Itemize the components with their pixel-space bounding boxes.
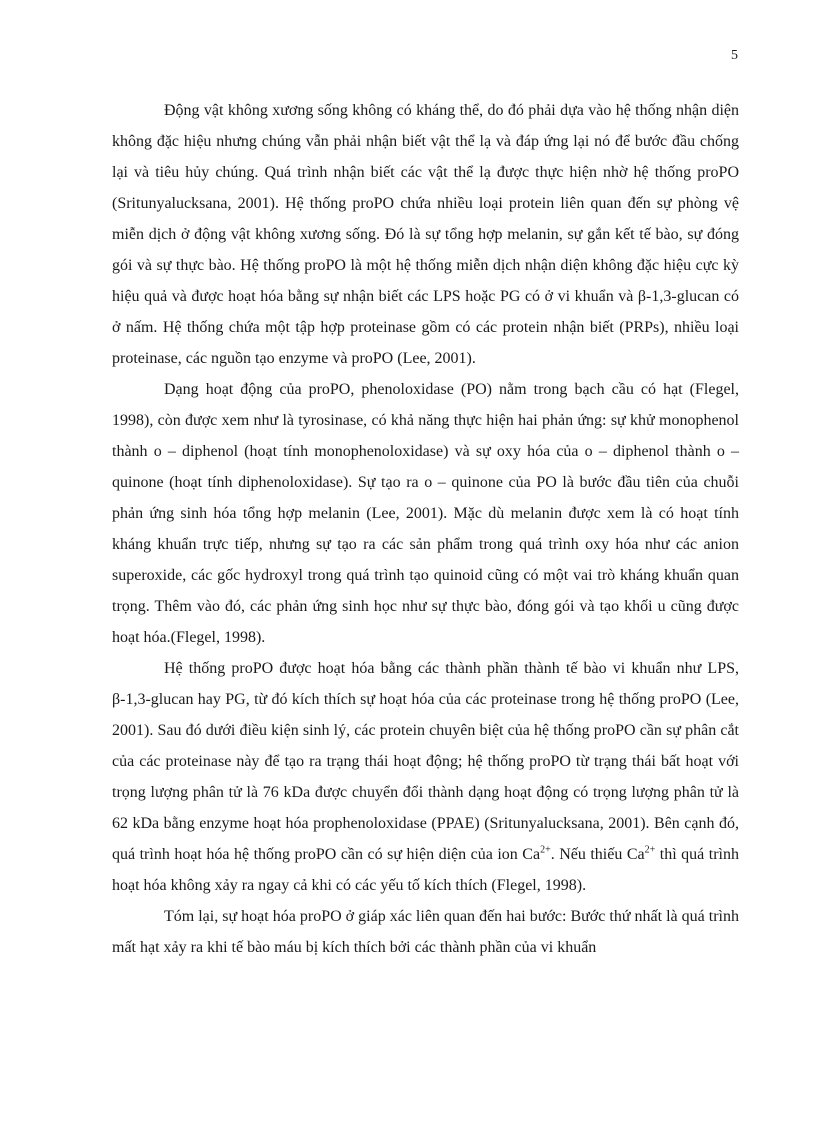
ion-charge-superscript-2: 2+ bbox=[644, 844, 656, 856]
paragraph-2: Dạng hoạt động của proPO, phenoloxidase (PO) nằm trong bạch cầu có hạt (Flegel, 1998), còn được xem như là tyrosinase, có khả năng thực hiện hai phản ứng: sự khử monophenol thành o – diphenol (hoạt tính monophenoloxidase) và sự oxy hóa của o – diphenol thành o – quinone (hoạt tính diphenoloxidase). Sự tạo ra o – quinone của PO là bước đầu tiên của chuỗi phản ứng sinh hóa tổng hợp melanin (Lee, 2001). Mặc dù melanin được xem là có hoạt tính kháng khuẩn trực tiếp, nhưng sự tạo ra các sản phẩm trong quá trình oxy hóa như các anion superoxide, các gốc hydroxyl trong quá trình tạo quinoid cũng có một vai trò kháng khuẩn quan trọng. Thêm vào đó, các phản ứng sinh học như sự thực bào, đóng gói và tạo khối u cũng được hoạt hóa.(Flegel, 1998). bbox=[112, 381, 739, 646]
page-number: 5 bbox=[731, 48, 738, 63]
ion-charge-superscript: 2+ bbox=[540, 844, 551, 856]
paragraph-4: Tóm lại, sự hoạt hóa proPO ở giáp xác liên quan đến hai bước: Bước thứ nhất là quá trình mất hạt xảy ra khi tế bào máu bị kích thích bởi các thành phần của vi khuẩn bbox=[112, 908, 739, 956]
paragraph-3-part-1: Hệ thống proPO được hoạt hóa bằng các thành phần thành tế bào vi khuẩn như LPS, β-1,3-glucan hay PG, từ đó kích thích sự hoạt hóa của các proteinase trong hệ thống proPO (Lee, 2001). Sau đó dưới điều kiện sinh lý, các protein chuyên biệt của hệ thống proPO cần sự phân cắt của các proteinase này để tạo ra trạng thái hoạt động; hệ thống proPO từ trạng thái bất hoạt với trọng lượng phân tử là 76 kDa được chuyển đổi thành dạng hoạt động có trọng lượng phân tử là 62 kDa bằng enzyme hoạt hóa prophenoloxidase (PPAE) (Sritunyalucksana, 2001). Bên cạnh đó, quá trình hoạt hóa hệ thống proPO cần có sự hiện diện của ion Ca bbox=[112, 660, 739, 863]
paragraph-3 bbox=[112, 653, 739, 901]
body-text bbox=[112, 95, 739, 963]
paragraph-3-part-3: thì quá trình hoạt hóa không xảy ra ngay cả khi có các yếu tố kích thích (Flegel, 1998). bbox=[112, 846, 740, 894]
paragraph-1: Động vật không xương sống không có kháng thể, do đó phải dựa vào hệ thống nhận diện không đặc hiệu nhưng chúng vẫn phải nhận biết vật thể lạ và đáp ứng lại nó để bước đầu chống lại và tiêu hủy chúng. Quá trình nhận biết các vật thể lạ được thực hiện nhờ hệ thống proPO (Sritunyalucksana, 2001). Hệ thống proPO chứa nhiều loại protein liên quan đến sự phòng vệ miễn dịch ở động vật không xương sống. Đó là sự tổng hợp melanin, sự gắn kết tế bào, sự đóng gói và sự thực bào. Hệ thống proPO là một hệ thống miễn dịch nhận diện không đặc hiệu cực kỳ hiệu quả và được hoạt hóa bằng sự nhận biết các LPS hoặc PG có ở vi khuẩn và β-1,3-glucan có ở nấm. Hệ thống chứa một tập hợp proteinase gồm có các protein nhận biết (PRPs), nhiều loại proteinase, các nguồn tạo enzyme và proPO (Lee, 2001). bbox=[112, 102, 739, 367]
paragraph-3-part-2: . Nếu thiếu Ca bbox=[550, 846, 645, 863]
